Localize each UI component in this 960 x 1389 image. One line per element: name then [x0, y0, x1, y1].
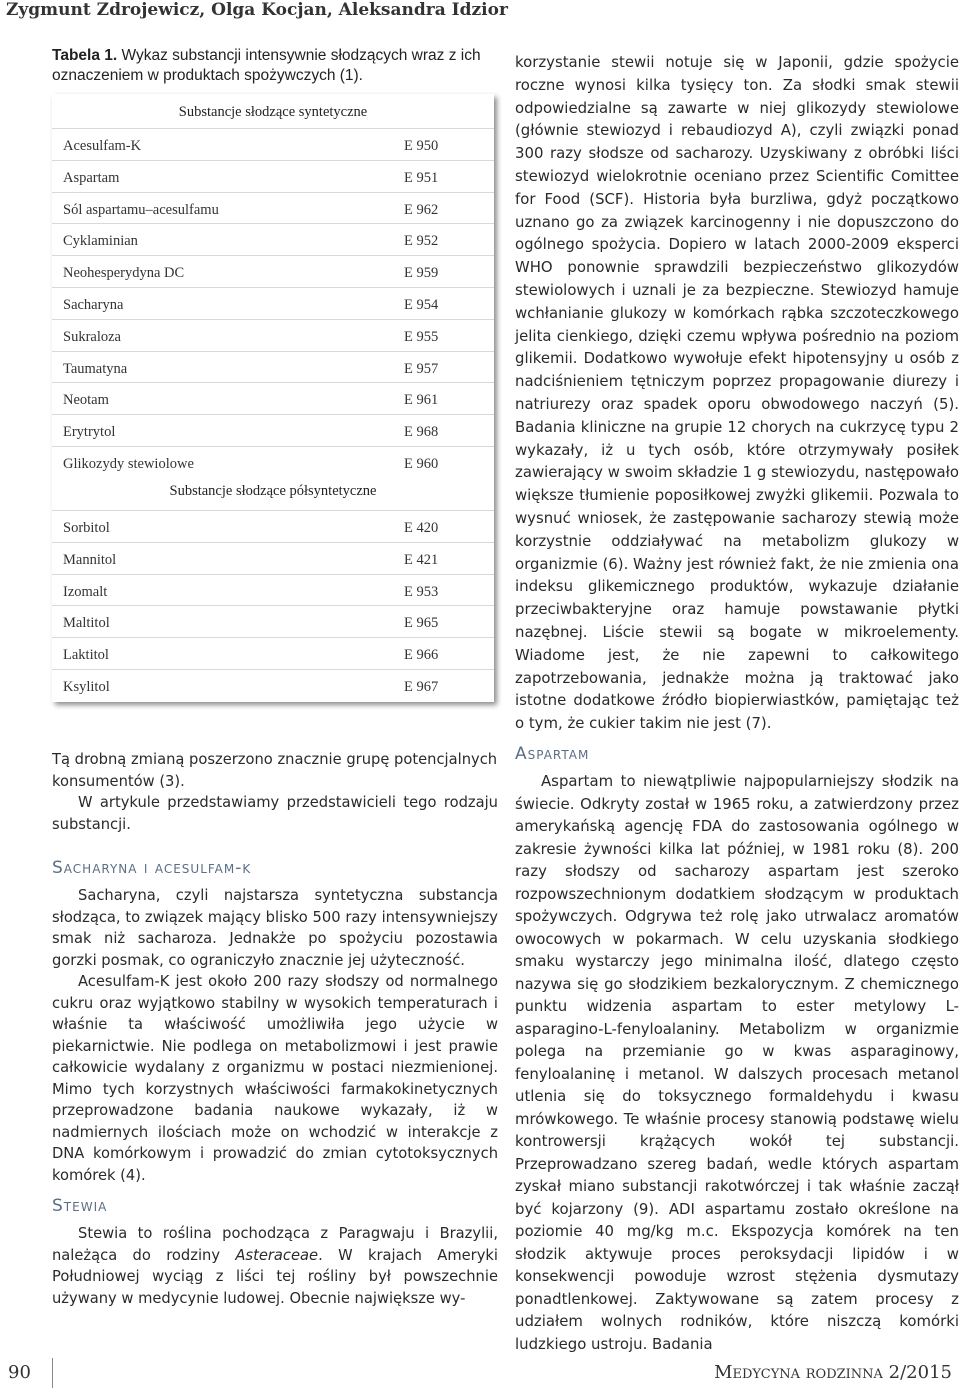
table-caption-text: Wykaz substancji intensywnie słodzących wraz z ich oznaczeniem w produktach spożywczych (1).: [52, 47, 481, 84]
section-sacharyna: [52, 858, 498, 1186]
table-caption: [52, 46, 504, 86]
table-row: [52, 574, 494, 607]
table-row: [52, 510, 494, 543]
table-row: [52, 319, 494, 352]
sweetener-name: Neotam: [63, 392, 109, 409]
stewia-family-name: Asteraceae: [235, 1246, 319, 1264]
aspartam-paragraph: Aspartam to niewątpliwie najpopularniejszy słodzik na świecie. Odkryty został w 1965 roku, a zatwierdzony przez amerykańską agencję FDA do zastosowania ogólnego w zakresie żywności kilka lat później, w 1981 roku (8). 200 razy słodszy od sacharozy aspartam jest szeroko rozpowszechnionym dodatkiem słodzącym w produktach spożywczych. Odgrywa też rolę jako utrwalacz aromatów owocowych w pokarmach. W celu uzyskania słodkiego smaku wystarczy jego minimalna ilość, dlatego często nazywa się go słodzikiem bezkalorycznym. Z chemicznego punktu widzenia aspartam to ester metylowy L-asparagino-L-fenyloalaniny. Metabolizm w organizmie polega na przemianie go w kwas asparaginowy, fenyloalaninę i metanol. W dalszych procesach metanol utlenia się do toksycznego formaldehydu i kwasu mrówkowego. Te właśnie procesy stanowią podstawę wielu kontrowersji krążących wokół tej substancji. Przeprowadzano szereg badań, wedle których aspartam zyskał miano substancji rakotwórczej i tak właśnie zaczął być kojarzony (9). ADI aspartamu zostało określone na poziomie 40 mg/kg m.c. Ekspozycja komórek na ten słodzik aktywuje proces peroksydacji lipidów i w konsekwencji powoduje wzrost stężenia dysmutazy ponadtlenkowej. Zaktywowane są zatem procesy z udziałem wolnych rodników, które niszczą komórki ludzkiego ustroju. Badania: [515, 772, 959, 1353]
table-row: [52, 414, 494, 447]
table-row: [52, 446, 494, 479]
stewia-text-b: . W krajach Ameryki Południowej wyciąg z liści tej rośliny był powszechnie używany w medycynie ludowej. Obecnie największe wy-: [52, 1246, 499, 1307]
sweetener-name: Glikozydy stewiolowe: [63, 456, 194, 472]
sweetener-name: Aspartam: [63, 169, 120, 186]
page-number: 90: [8, 1362, 31, 1383]
table-row: [52, 351, 494, 384]
stewia-paragraph-1: [52, 1223, 498, 1309]
table-caption-label: Tabela 1.: [52, 47, 118, 64]
sweetener-name: Laktitol: [63, 647, 109, 664]
e-number-code: E 957: [404, 360, 439, 377]
sacharyna-paragraph-1: Sacharyna, czyli najstarsza syntetyczna substancja słodząca, to związek mający blisko 500 razy intensywniejszy smak niż sacharoza. Jednakże po spożyciu pozostawia gorzki posmak, co ograniczyło znacznie jej użyteczność.: [52, 887, 498, 969]
table-row: [52, 192, 494, 225]
sweetener-name: Sól aspartamu–acesulfamu: [63, 201, 219, 218]
sweetener-name: Izomalt: [63, 583, 108, 600]
e-number-code: E 962: [404, 201, 439, 218]
table-row: [52, 255, 494, 288]
e-number-code: E 959: [404, 265, 439, 282]
table-section-semisynthetic-title: Substancje słodzące półsyntetyczne: [169, 483, 377, 499]
sweetener-name: Acesulfam-K: [63, 138, 142, 154]
e-number-code: E 961: [404, 392, 439, 409]
table-row: [52, 287, 494, 320]
footer-divider: [52, 1358, 53, 1388]
sweetener-name: Sukraloza: [63, 328, 121, 345]
table-row: [52, 637, 494, 670]
footer-magazine-title: Medycyna rodzinna 2/2015: [714, 1362, 952, 1383]
sweetener-name: Sacharyna: [63, 297, 124, 313]
sweetener-name: Neohesperydyna DC: [63, 265, 185, 282]
sweetener-name: Maltitol: [63, 615, 110, 632]
sweetener-name: Erytrytol: [63, 424, 116, 441]
e-number-code: E 966: [404, 647, 439, 664]
e-number-code: E 967: [404, 679, 439, 695]
sweetener-name: Ksylitol: [63, 679, 110, 695]
e-number-code: E 950: [404, 138, 439, 154]
e-number-code: E 952: [404, 233, 439, 250]
e-number-code: E 954: [404, 297, 439, 313]
table-row: [52, 382, 494, 415]
section-title-sacharyna: Sacharyna i acesulfam-k: [52, 858, 252, 878]
e-number-code: E 965: [404, 615, 439, 632]
section-aspartam: [515, 744, 959, 1355]
e-number-code: E 968: [404, 424, 439, 441]
section-title-aspartam: Aspartam: [515, 744, 590, 764]
table-row: [52, 542, 494, 575]
e-number-code: E 960: [404, 456, 439, 472]
section-stewia: [52, 1196, 498, 1309]
sweetener-name: Mannitol: [63, 551, 117, 568]
sweetener-name: Taumatyna: [63, 360, 128, 377]
running-header-authors: Zygmunt Zdrojewicz, Olga Kocjan, Aleksandra Idzior: [6, 0, 508, 20]
e-number-code: E 951: [404, 169, 439, 186]
table-row: [52, 128, 494, 161]
section-title-stewia: Stewia: [52, 1196, 108, 1216]
e-number-code: E 955: [404, 328, 439, 345]
table-section-synthetic-title: Substancje słodzące syntetyczne: [178, 104, 368, 120]
left-column-intro: [52, 749, 498, 835]
e-number-code: E 420: [404, 520, 439, 536]
e-number-code: E 421: [404, 551, 439, 568]
sweetener-name: Sorbitol: [63, 520, 110, 536]
intro-paragraph-1: Tą drobną zmianą poszerzono znacznie grupę potencjalnych konsumentów (3).: [52, 751, 498, 790]
right-column-stewia-continued: [515, 51, 959, 735]
intro-paragraph-2: W artykule przedstawiamy przedstawicieli tego rodzaju substancji.: [52, 794, 498, 833]
sweetener-name: Cyklaminian: [63, 233, 138, 250]
table-row: [52, 223, 494, 256]
table-row: [52, 669, 494, 702]
stewia-text-a: Stewia to roślina pochodząca z Paragwaju i Brazylii, należąca do rodziny: [52, 1225, 498, 1264]
sweeteners-table: [52, 94, 494, 702]
stewia-continued-paragraph: korzystanie stewii notuje się w Japonii, gdzie spożycie roczne wynosi kilka tysięcy ton. Za słodki smak stewii odpowiedzialne są zawarte w niej glikozydy stewiolowe (głównie stewiozyd i rebaudiozyd A), czyli związki ponad 300 razy słodsze od sacharozy. Uzyskiwany z obróbki liści stewiozyd wielokrotnie oceniano przez Scientific Comittee for Food (SCF). Historia była burzliwa, gdyż początkowo uznano go za związek karcinogenny i nie dopuszczono do ogólnego spożycia. Dopiero w latach 2000-2009 eksperci WHO ponownie sprawdzili bezpieczeństwo glikozydów stewiolowych i uznali je za bezpieczne. Stewiozyd hamuje wchłanianie glukozy w komórkach rąbka szczoteczkowego jelita cienkiego, dzięki czemu wpływa pośrednio na poziom glikemii. Dodatkowo wywołuje efekt hipotensyjny u osób z nadciśnieniem tętniczym poprzez propagowanie diurezy i natriurezy oraz spadek oporu obwodowego naczyń (5). Badania kliniczne na grupie 12 chorych na cukrzycę typu 2 wykazały, iż u tych osób, które otrzymywały posiłek zawierający w swoim składzie 1 g stewiozydu, następowało większe tłumienie poposiłkowej zwyżki glikemii. Pozwala to wysnuć wniosek, że zastępowanie sacharozy stewią może korzystnie oddziaływać na metabolizm glukozy w organizmie (6). Ważny jest również fakt, że nie zmienia ona indeksu glikemicznego produktów, wykazuje działanie przeciwbakteryjne oraz hamuje powstawanie płytki nazębnej. Liście stewii są bogate w mikroelementy. Wiadome jest, że nie zapewni to całkowitego zapotrzebowania, jednakże można ją traktować jako istotne dodatkowe źródło biopierwiastków, pamiętając też o tym, że cukier takim nie jest (7).: [515, 53, 959, 733]
sacharyna-paragraph-2: Acesulfam-K jest około 200 razy słodszy od normalnego cukru oraz wyjątkowo stabilny w wysokich temperaturach i właśnie ta właściwość umożliwiła jego użycie w piekarnictwie. Nie podlega on metabolizmowi i jest prawie całkowicie wydalany z organizmu w postaci niezmienionej. Mimo tych korzystnych właściwości farmakokinetycznych przeprowadzone badania naukowe wykazały, iż w nadmiernych ilościach może on wchodzić w interakcje z DNA komórkowym i prowadzić do zmian cytotoksycznych komórek (4).: [52, 973, 498, 1184]
table-row: [52, 160, 494, 193]
table-row: [52, 605, 494, 638]
e-number-code: E 953: [404, 583, 439, 600]
